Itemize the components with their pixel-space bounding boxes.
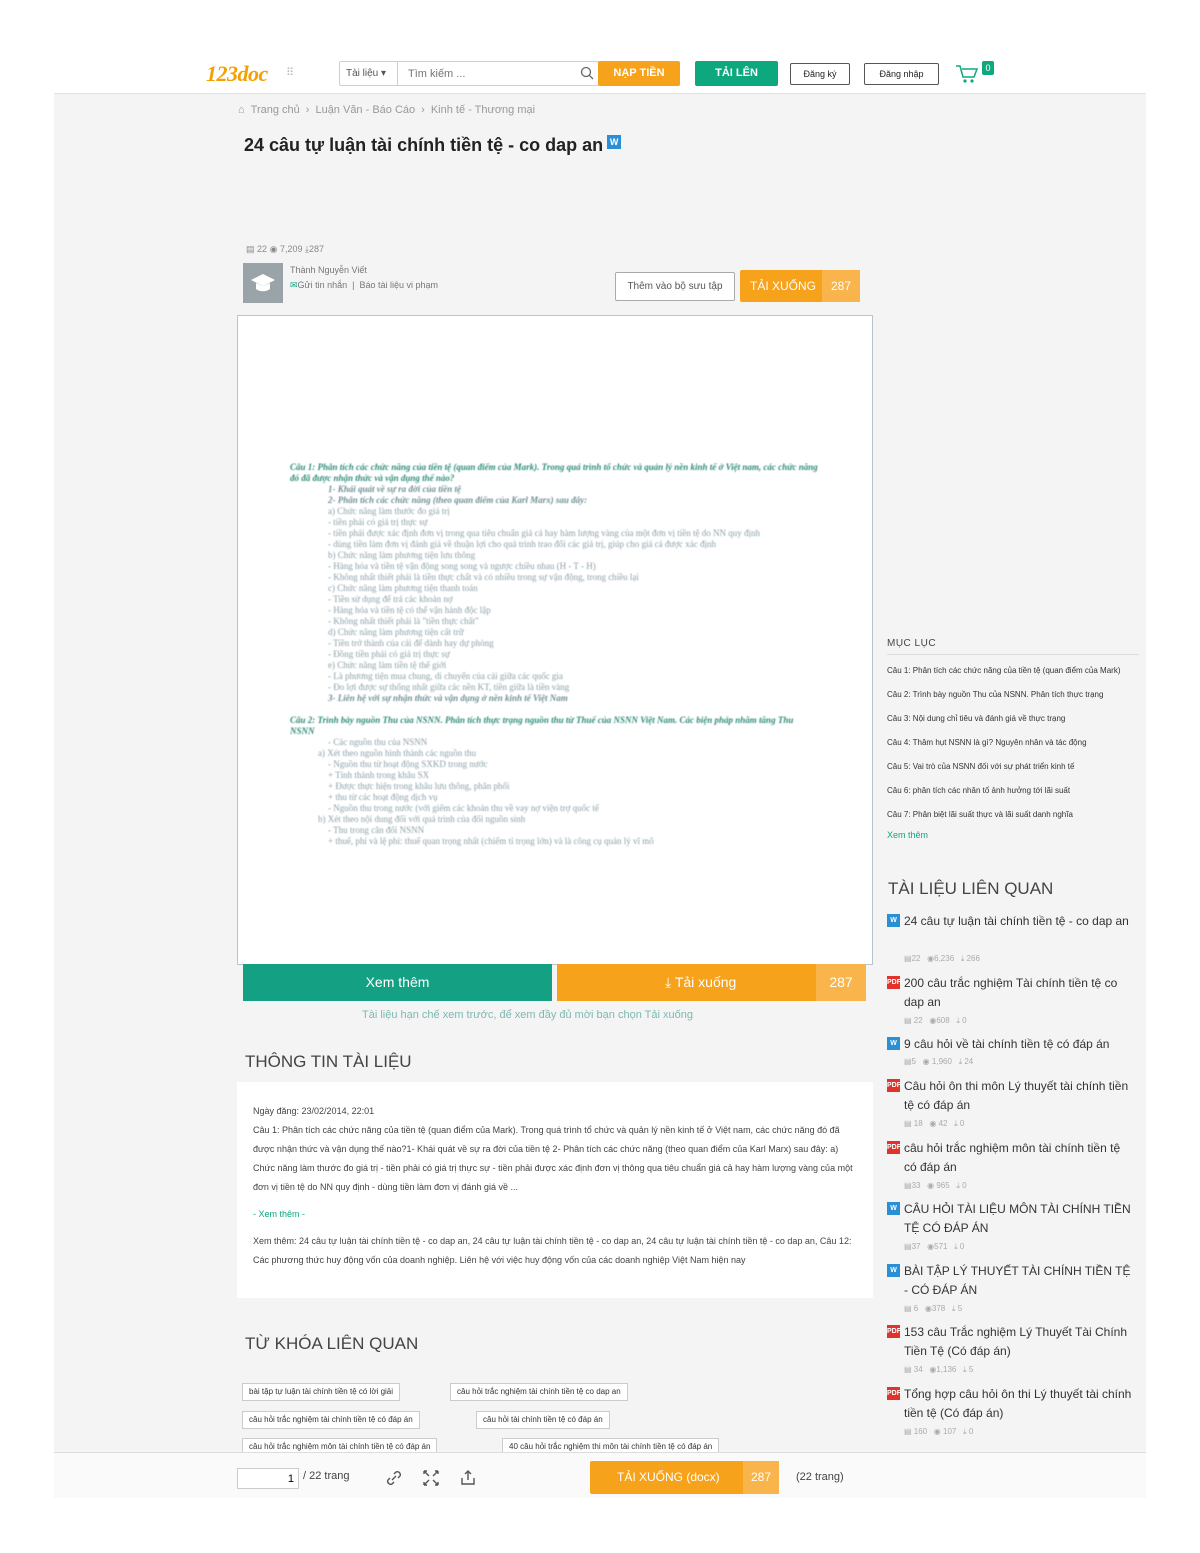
preview-line: d) Chức năng làm phương tiện cất trữ bbox=[328, 627, 464, 637]
toc-item[interactable]: Câu 5: Vai trò của NSNN đối với sự phát triển kinh tế bbox=[887, 762, 1075, 771]
preview-line: - tiền phải được xác định đơn vị trong qua tiêu chuẩn giá cả hay hàm lượng vàng của một đơn vị tiền tệ do NN quy định bbox=[328, 528, 760, 538]
info-heading: THÔNG TIN TÀI LIỆU bbox=[245, 1052, 412, 1071]
views-count: 7,209 bbox=[279, 244, 303, 254]
search-icon[interactable] bbox=[580, 66, 594, 80]
word-file-icon: W bbox=[607, 135, 621, 149]
download-button-top[interactable] bbox=[740, 270, 860, 302]
pdf-file-icon: PDF bbox=[887, 1387, 900, 1400]
pdf-file-icon: PDF bbox=[887, 976, 900, 989]
related-meta: ▤ 6 ◉378 ⤓ 5 bbox=[904, 1304, 963, 1313]
breadcrumb-subcategory[interactable]: Kinh tế - Thương mại bbox=[430, 104, 536, 116]
related-meta: ▤ 160 ◉ 107 ⤓ 0 bbox=[904, 1427, 974, 1436]
send-message-link[interactable]: Gửi tin nhắn bbox=[297, 280, 348, 290]
top-header bbox=[54, 52, 1146, 94]
preview-line: - Đo lợi được sự thống nhất giữa các nền KT, tiền giữa là tiền vàng bbox=[328, 682, 570, 692]
related-title: 153 câu Trắc nghiệm Lý Thuyết Tài Chính Tiền Tệ (Có đáp án) bbox=[904, 1325, 1128, 1358]
breadcrumb: ⌂ Trang chủ › Luận Văn - Báo Cáo › Kinh tế - Thương mại bbox=[238, 104, 536, 116]
toc-item[interactable]: Câu 7: Phân biệt lãi suất thực và lãi suất danh nghĩa bbox=[887, 810, 1073, 819]
keyword-tag[interactable]: câu hỏi tài chính tiền tệ có đáp án bbox=[476, 1411, 610, 1429]
toc-divider bbox=[887, 654, 1139, 655]
related-meta: ▤ 34 ◉1,136 ⤓ 5 bbox=[904, 1365, 974, 1374]
pages-icon: ▤ bbox=[246, 244, 255, 254]
preview-line: - Các nguồn thu của NSNN bbox=[328, 737, 428, 747]
download-button-main[interactable] bbox=[557, 964, 866, 1001]
preview-line: - Là phương tiện mua chung, di chuyển của cải giữa các quốc gia bbox=[328, 671, 563, 681]
pdf-file-icon: PDF bbox=[887, 1079, 900, 1092]
page-title bbox=[244, 135, 621, 156]
breadcrumb-home[interactable]: Trang chủ bbox=[250, 104, 300, 116]
related-meta: ▤5 ◉ 1,960 ⤓ 24 bbox=[904, 1057, 974, 1066]
preview-line: - Hàng hóa và tiền tệ vận động song song và ngược chiều nhau (H - T - H) bbox=[328, 561, 596, 571]
preview-line: - Nguồn thu trong nước (với giếm các khoản thu về vay nợ viện trợ quốc tế bbox=[328, 803, 599, 813]
cart-button[interactable] bbox=[955, 63, 991, 87]
related-title: CÂU HỎI TÀI LIỆU MÔN TÀI CHÍNH TIỀN TỆ CÓ ĐÁP ÁN bbox=[904, 1202, 1131, 1235]
page-total: / 22 trang bbox=[303, 1470, 350, 1482]
info-more-link[interactable]: - Xem thêm - bbox=[253, 1209, 306, 1219]
toc-heading: MỤC LỤC bbox=[887, 638, 937, 649]
preview-line: + thuế, phí và lệ phí: thuế quan trọng nhất (chiếm tỉ trọng lớn) và là công cụ quản lý vĩ mô bbox=[328, 836, 654, 846]
share-icon[interactable] bbox=[458, 1468, 478, 1488]
preview-line: - Thu trong cân đối NSNN bbox=[328, 825, 425, 835]
related-meta: ▤37 ◉571 ⤓ 0 bbox=[904, 1242, 965, 1251]
preview-text bbox=[290, 462, 820, 847]
toc-item[interactable]: Câu 4: Thâm hụt NSNN là gì? Nguyên nhân và tác động bbox=[887, 738, 1087, 747]
cart-count-badge: 0 bbox=[982, 61, 994, 75]
preview-line: - Đồng tiền phải có giá trị thực sự bbox=[328, 649, 450, 659]
preview-line: a) Xét theo nguồn hình thành các nguồn thu bbox=[318, 748, 476, 758]
pdf-file-icon: PDF bbox=[887, 1141, 900, 1154]
related-meta: ▤33 ◉ 965 ⤓ 0 bbox=[904, 1181, 967, 1190]
register-button[interactable]: Đăng ký bbox=[790, 63, 850, 85]
add-to-collection-button[interactable]: Thêm vào bộ sưu tập bbox=[615, 272, 735, 301]
toc-item[interactable]: Câu 6: phân tích các nhân tố ảnh hưởng tới lãi suất bbox=[887, 786, 1071, 795]
downloads-icon: ⤓ bbox=[304, 244, 309, 254]
related-title: Câu hỏi ôn thi môn Lý thuyết tài chính tiền tệ có đáp án bbox=[904, 1079, 1129, 1112]
preview-question-1: Câu 1: Phân tích các chức năng của tiền tệ (quan điểm của Mark). Trong quá trình tổ chức và quản lý nền kinh tế ở Việt nam, các chức năng đó đã được nhận thức và vận dụng thế nào? bbox=[290, 462, 818, 483]
keyword-tag[interactable]: 40 câu hỏi trắc nghiệm thi môn tài chính tiền tệ có đáp án bbox=[502, 1438, 719, 1456]
preview-line: e) Chức năng làm tiền tệ thế giới bbox=[328, 660, 447, 670]
download-icon: ⤓ bbox=[665, 974, 672, 990]
related-title: 200 câu trắc nghiệm Tài chính tiền tệ co dap an bbox=[904, 976, 1118, 1009]
keyword-tag[interactable]: câu hỏi trắc nghiệm tài chính tiền tệ có đáp án bbox=[242, 1411, 420, 1429]
toc-more-link[interactable]: Xem thêm bbox=[887, 830, 929, 840]
preview-line: + Được thực hiện trong khâu lưu thông, phân phối bbox=[328, 781, 510, 791]
word-file-icon: W bbox=[887, 1202, 900, 1215]
related-title: câu hỏi trắc nghiệm môn tài chính tiền tệ có đáp án bbox=[904, 1141, 1121, 1174]
downloads-count: 287 bbox=[308, 244, 324, 254]
related-meta: ▤ 18 ◉ 42 ⤓ 0 bbox=[904, 1119, 965, 1128]
related-title: 24 câu tự luận tài chính tiền tệ - co dap an bbox=[904, 914, 1129, 928]
keywords-heading: TỪ KHÓA LIÊN QUAN bbox=[245, 1334, 419, 1353]
page-number-input[interactable] bbox=[237, 1468, 299, 1489]
graduation-cap-icon bbox=[243, 263, 283, 303]
preview-line: 1- Khái quát về sự ra đời của tiền tệ bbox=[328, 484, 461, 494]
related-title: BÀI TẬP LÝ THUYẾT TÀI CHÍNH TIỀN TỆ - CÓ ĐÁP ÁN bbox=[904, 1264, 1131, 1297]
keyword-tag[interactable]: bài tập tự luận tài chính tiền tệ có lời giải bbox=[242, 1383, 400, 1401]
word-file-icon: W bbox=[887, 1264, 900, 1277]
mail-icon: ✉ bbox=[290, 280, 298, 290]
preview-line: + Tính thành trong khâu SX bbox=[328, 770, 430, 780]
search-input[interactable] bbox=[400, 62, 575, 85]
document-stats bbox=[246, 244, 324, 255]
breadcrumb-category[interactable]: Luận Văn - Báo Cáo bbox=[315, 104, 416, 116]
bottom-toolbar bbox=[54, 1452, 1146, 1498]
preview-line: - tiền phải có giá trị thực sự bbox=[328, 517, 428, 527]
report-link[interactable]: Báo tài liệu vi phạm bbox=[359, 280, 438, 290]
pages-count: 22 bbox=[257, 244, 268, 254]
keyword-tag[interactable]: câu hỏi trắc nghiệm môn tài chính tiền tệ có đáp án bbox=[242, 1438, 437, 1456]
info-summary: Câu 1: Phân tích các chức năng của tiền tệ (quan điểm của Mark). Trong quá trình tổ chức và quản lý nền kinh tế ở Việt nam, các chức năng đó đã được nhận thức và vận dụng thế nào?1- Khái quát về sự ra đời của tiền tệ 2- Phân tích các chức năng (theo quan điểm của Karl Marx) sau đây: a) Chức năng làm thước đo giá trị - tiền phải có giá trị thực sự - tiền phải được xác định đơn vị thông qua tiêu chuẩn giá cả hay hàm lượng vàng của một đơn vị tiền tệ do NN quy định - dùng tiền làm đơn vị đánh giá về ... bbox=[253, 1125, 853, 1192]
related-title: 9 câu hỏi về tài chính tiền tệ có đáp án bbox=[904, 1037, 1110, 1051]
author-links: ✉Gửi tin nhắn | Báo tài liệu vi phạm bbox=[290, 280, 438, 290]
document-title: 24 câu tự luận tài chính tiền tệ - co dap an bbox=[244, 135, 604, 155]
preview-line: - dùng tiền làm đơn vị đánh giá về thuận lợi cho quá trình trao đổi các giá trị, giúp cho giá cả được xác định bbox=[328, 539, 717, 549]
preview-line: 2- Phân tích các chức năng (theo quan điểm của Karl Marx) sau đây: bbox=[328, 495, 588, 505]
preview-line: - Hàng hóa và tiền tệ có thể vận hành độc lập bbox=[328, 605, 491, 615]
page-count: (22 trang) bbox=[796, 1471, 844, 1483]
home-icon: ⌂ bbox=[238, 104, 245, 116]
login-button[interactable]: Đăng nhập bbox=[864, 63, 939, 85]
preview-limit-note: Tài liệu hạn chế xem trước, để xem đầy đủ mời bạn chọn Tải xuống bbox=[362, 1009, 693, 1021]
info-box bbox=[237, 1082, 873, 1298]
preview-line: b) Xét theo nội dung đối với quá trình của đối nguồn sinh bbox=[318, 814, 526, 824]
fullscreen-icon[interactable] bbox=[421, 1468, 441, 1488]
related-meta: ▤ 22 ◉608 ⤓ 0 bbox=[904, 1016, 967, 1025]
related-heading: TÀI LIỆU LIÊN QUAN bbox=[888, 879, 1054, 898]
related-title: Tổng hợp câu hỏi ôn thi Lý thuyết tài chính tiền tệ (Có đáp án) bbox=[904, 1387, 1132, 1420]
preview-line: 3- Liên hệ với sự nhận thức và vận dụng ở nền kinh tế Việt Nam bbox=[328, 693, 568, 703]
word-file-icon: W bbox=[887, 914, 900, 927]
download-label: TẢI XUỐNG bbox=[750, 279, 817, 293]
search-category-select[interactable]: Tài liệu ▾ bbox=[340, 62, 398, 85]
related-meta: ▤22 ◉6,236 ⤓ 266 bbox=[904, 954, 980, 963]
download-main-label: Tải xuống bbox=[674, 974, 737, 990]
cart-icon bbox=[955, 63, 979, 85]
word-file-icon: W bbox=[887, 1037, 900, 1050]
download-bottom-count: 287 bbox=[743, 1461, 779, 1494]
preview-line: - Nguồn thu từ hoạt động SXKD trong nước bbox=[328, 759, 488, 769]
preview-line: - Tiền sử dụng để trả các khoản nợ bbox=[328, 594, 453, 604]
info-see-also: Xem thêm: 24 câu tự luận tài chính tiền tệ - co dap an, 24 câu tự luận tài chính tiền tệ - co dap an, 24 câu tự luận tài chính tiền tệ - co dap an, Câu 12: Các phương thức huy động vốn của doanh nghiệp. Liên hệ với việc huy động vốn của các doanh nghiệp Việt Nam hiện nay bbox=[253, 1236, 852, 1265]
download-count-badge: 287 bbox=[822, 270, 860, 302]
see-more-button[interactable]: Xem thêm bbox=[243, 964, 552, 1001]
document-preview[interactable] bbox=[237, 315, 873, 965]
toc-item[interactable]: Câu 1: Phân tích các chức năng của tiền tệ (quan điểm của Mark) bbox=[887, 666, 1121, 675]
download-button-bottom[interactable] bbox=[590, 1461, 779, 1494]
site-logo[interactable]: 123doc bbox=[206, 61, 268, 86]
preview-line: - Không nhất thiết phải là "tiền thực chất" bbox=[328, 616, 479, 626]
preview-line: c) Chức năng làm phương tiện thanh toán bbox=[328, 583, 478, 593]
tai-len-button[interactable]: TẢI LÊN bbox=[695, 61, 778, 86]
search-box bbox=[339, 61, 599, 86]
preview-line: + thu từ các hoạt động dịch vụ bbox=[328, 792, 438, 802]
preview-line: a) Chức năng làm thước đo giá trị bbox=[328, 506, 450, 516]
download-main-count: 287 bbox=[816, 964, 866, 1001]
page-frame bbox=[54, 52, 1146, 1498]
search-category-label: Tài liệu bbox=[346, 68, 379, 79]
upload-date: Ngày đăng: 23/02/2014, 22:01 bbox=[253, 1106, 375, 1116]
views-icon: ◉ bbox=[269, 244, 278, 254]
grid-menu-icon[interactable]: ⠿ bbox=[286, 67, 295, 79]
preview-question-2: Câu 2: Trình bày nguồn Thu của NSNN. Phân tích thực trạng nguồn thu từ Thuế của NSNN Việt Nam. Các biện pháp nhằm tăng Thu NSNN bbox=[290, 715, 794, 736]
author-avatar[interactable] bbox=[243, 263, 283, 303]
nap-tien-button[interactable]: NẠP TIỀN bbox=[598, 61, 680, 86]
toc-item[interactable]: Câu 3: Nội dung chỉ tiêu và đánh giá về thực trạng bbox=[887, 714, 1066, 723]
preview-line: - Tiền trở thành của cải để dành hay dự phòng bbox=[328, 638, 494, 648]
pdf-file-icon: PDF bbox=[887, 1325, 900, 1338]
toc-item[interactable]: Câu 2: Trình bày nguồn Thu của NSNN. Phân tích thực trạng bbox=[887, 690, 1104, 699]
download-bottom-label: TẢI XUỐNG (docx) bbox=[617, 1470, 720, 1484]
preview-line: - Không nhất thiết phải là tiền thực chất và có nhiều trong sự vận động, trong chiều lại bbox=[328, 572, 639, 582]
link-icon[interactable] bbox=[384, 1468, 404, 1488]
author-name[interactable]: Thành Nguyễn Viết bbox=[290, 265, 367, 275]
preview-line: b) Chức năng làm phương tiện lưu thông bbox=[328, 550, 476, 560]
keyword-tag[interactable]: câu hỏi trắc nghiệm tài chính tiền tệ co dap an bbox=[450, 1383, 628, 1401]
